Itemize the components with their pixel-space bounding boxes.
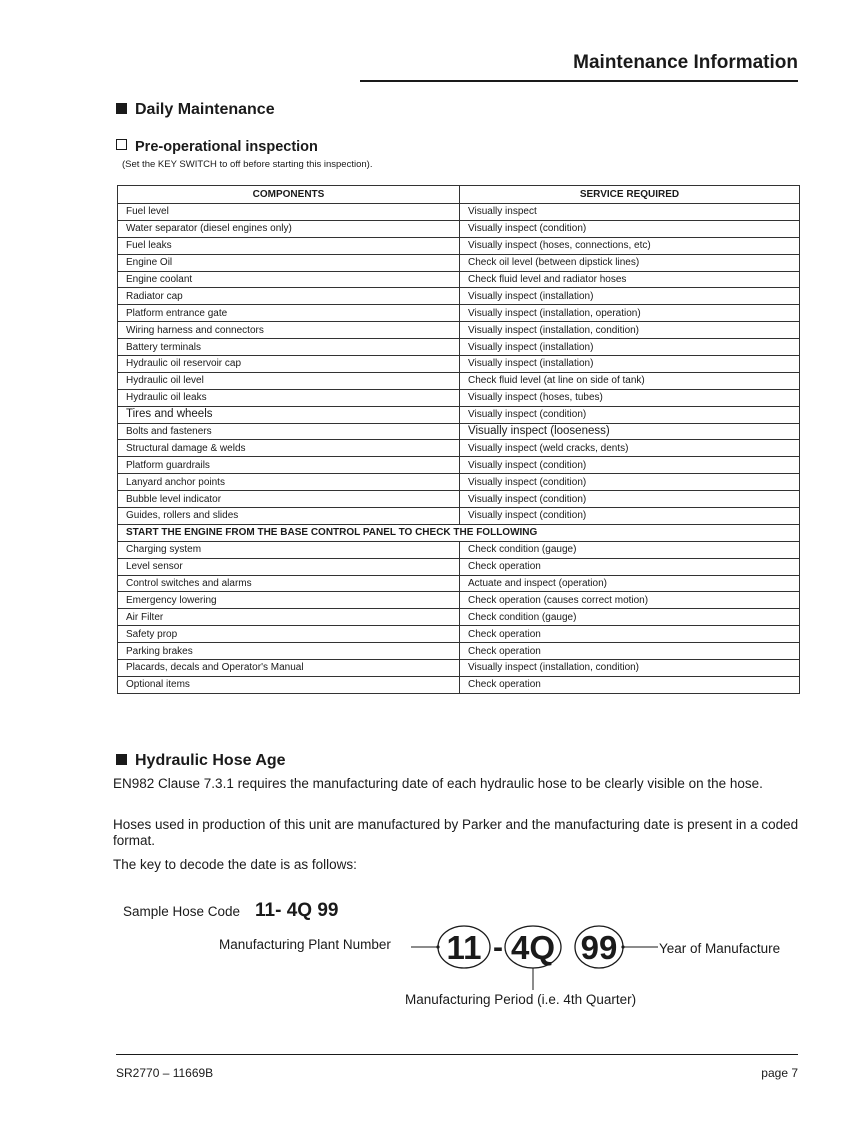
component-cell: Battery terminals	[118, 339, 460, 356]
engine-notice-cell: START THE ENGINE FROM THE BASE CONTROL PANEL TO CHECK THE FOLLOWING	[118, 524, 800, 541]
sample-hose-code: 11- 4Q 99	[255, 900, 339, 921]
sample-hose-code-label: Sample Hose Code	[123, 904, 241, 919]
component-cell: Bubble level indicator	[118, 491, 460, 508]
period-code: 4Q	[510, 929, 556, 966]
component-cell: Engine Oil	[118, 254, 460, 271]
hose-age-heading: Hydraulic Hose Age	[116, 752, 286, 770]
service-cell: Check operation (causes correct motion)	[460, 592, 800, 609]
service-cell: Visually inspect (condition)	[460, 220, 800, 237]
table-row	[118, 676, 800, 693]
table-row	[118, 372, 800, 389]
component-cell: Water separator (diesel engines only)	[118, 220, 460, 237]
table-row	[118, 660, 800, 677]
table-row	[118, 271, 800, 288]
service-cell: Visually inspect (condition)	[460, 491, 800, 508]
component-cell: Radiator cap	[118, 288, 460, 305]
service-cell: Visually inspect (installation)	[460, 339, 800, 356]
service-cell: Visually inspect (condition)	[460, 508, 800, 525]
component-cell: Tires and wheels	[118, 406, 460, 423]
table-row	[118, 423, 800, 440]
year-code: 99	[580, 929, 618, 966]
service-cell: Visually inspect (installation, operation)	[460, 305, 800, 322]
component-cell: Parking brakes	[118, 643, 460, 660]
table-row	[118, 474, 800, 491]
table-row	[118, 541, 800, 558]
service-cell: Check operation	[460, 676, 800, 693]
year-of-manufacture-label: Year of Manufacture	[659, 941, 781, 956]
service-cell: Actuate and inspect (operation)	[460, 575, 800, 592]
column-header-service: SERVICE REQUIRED	[460, 186, 800, 204]
component-cell: Level sensor	[118, 558, 460, 575]
component-cell: Charging system	[118, 541, 460, 558]
table-row	[118, 491, 800, 508]
column-header-components: COMPONENTS	[118, 186, 460, 204]
table-row	[118, 356, 800, 373]
service-cell: Visually inspect (condition)	[460, 406, 800, 423]
component-cell: Structural damage & welds	[118, 440, 460, 457]
square-bullet-icon	[116, 103, 127, 114]
table-row	[118, 592, 800, 609]
component-cell: Hydraulic oil leaks	[118, 389, 460, 406]
service-cell: Check operation	[460, 558, 800, 575]
plant-number-label: Manufacturing Plant Number	[219, 937, 391, 952]
service-cell: Check operation	[460, 626, 800, 643]
service-cell: Visually inspect	[460, 204, 800, 221]
header-rule	[360, 80, 798, 82]
service-cell: Visually inspect (condition)	[460, 457, 800, 474]
component-cell: Fuel level	[118, 204, 460, 221]
service-cell: Check condition (gauge)	[460, 541, 800, 558]
component-cell: Emergency lowering	[118, 592, 460, 609]
component-cell: Safety prop	[118, 626, 460, 643]
service-cell: Visually inspect (condition)	[460, 474, 800, 491]
component-cell: Lanyard anchor points	[118, 474, 460, 491]
component-cell: Fuel leaks	[118, 237, 460, 254]
checkbox-bullet-icon	[116, 139, 127, 150]
component-cell: Control switches and alarms	[118, 575, 460, 592]
service-cell: Check oil level (between dipstick lines)	[460, 254, 800, 271]
service-cell: Check operation	[460, 643, 800, 660]
service-cell: Visually inspect (looseness)	[460, 423, 800, 440]
component-cell: Optional items	[118, 676, 460, 693]
table-row	[118, 508, 800, 525]
service-cell: Visually inspect (hoses, tubes)	[460, 389, 800, 406]
hose-paragraph-3: The key to decode the date is as follows:	[113, 857, 357, 872]
service-cell: Check fluid level and radiator hoses	[460, 271, 800, 288]
component-cell: Guides, rollers and slides	[118, 508, 460, 525]
service-cell: Visually inspect (installation, condition)	[460, 660, 800, 677]
daily-maintenance-heading: Daily Maintenance	[116, 101, 275, 119]
table-row-engine-notice	[118, 524, 800, 541]
table-row	[118, 440, 800, 457]
hose-paragraph-1: EN982 Clause 7.3.1 requires the manufacturing date of each hydraulic hose to be clearly visible on the hose.	[113, 776, 763, 791]
page-number: page 7	[761, 1066, 798, 1080]
code-dash: -	[493, 931, 503, 964]
table-row	[118, 389, 800, 406]
service-cell: Visually inspect (installation)	[460, 288, 800, 305]
component-cell: Platform guardrails	[118, 457, 460, 474]
hose-paragraph-2: Hoses used in production of this unit are manufactured by Parker and the manufacturing date is present in a coded format.	[113, 817, 799, 848]
service-cell: Visually inspect (installation)	[460, 356, 800, 373]
inspection-note: (Set the KEY SWITCH to off before starting this inspection).	[122, 159, 373, 170]
component-cell: Platform entrance gate	[118, 305, 460, 322]
table-row	[118, 237, 800, 254]
service-cell: Check fluid level (at line on side of tank)	[460, 372, 800, 389]
component-cell: Wiring harness and connectors	[118, 322, 460, 339]
table-row	[118, 643, 800, 660]
component-cell: Bolts and fasteners	[118, 423, 460, 440]
component-cell: Hydraulic oil reservoir cap	[118, 356, 460, 373]
table-row	[118, 626, 800, 643]
service-cell: Check condition (gauge)	[460, 609, 800, 626]
table-row	[118, 575, 800, 592]
plant-number: 11	[446, 929, 482, 966]
component-cell: Engine coolant	[118, 271, 460, 288]
table-row	[118, 609, 800, 626]
document-number: SR2770 – 11669B	[116, 1066, 214, 1080]
component-cell: Hydraulic oil level	[118, 372, 460, 389]
table-row	[118, 305, 800, 322]
table-row	[118, 339, 800, 356]
inspection-table	[117, 185, 800, 694]
table-row	[118, 406, 800, 423]
page-header-title: Maintenance Information	[573, 52, 798, 73]
service-cell: Visually inspect (hoses, connections, etc)	[460, 237, 800, 254]
table-row	[118, 204, 800, 221]
table-row	[118, 288, 800, 305]
table-row	[118, 220, 800, 237]
table-row	[118, 457, 800, 474]
manufacturing-period-label: Manufacturing Period (i.e. 4th Quarter)	[405, 992, 637, 1007]
component-cell: Placards, decals and Operator's Manual	[118, 660, 460, 677]
component-cell: Air Filter	[118, 609, 460, 626]
service-cell: Visually inspect (installation, condition)	[460, 322, 800, 339]
service-cell: Visually inspect (weld cracks, dents)	[460, 440, 800, 457]
table-row	[118, 558, 800, 575]
inspection-heading: Pre-operational inspection	[116, 139, 318, 155]
table-header-row	[118, 186, 800, 204]
footer-rule	[116, 1054, 798, 1055]
square-bullet-icon	[116, 754, 127, 765]
table-row	[118, 322, 800, 339]
table-row	[118, 254, 800, 271]
